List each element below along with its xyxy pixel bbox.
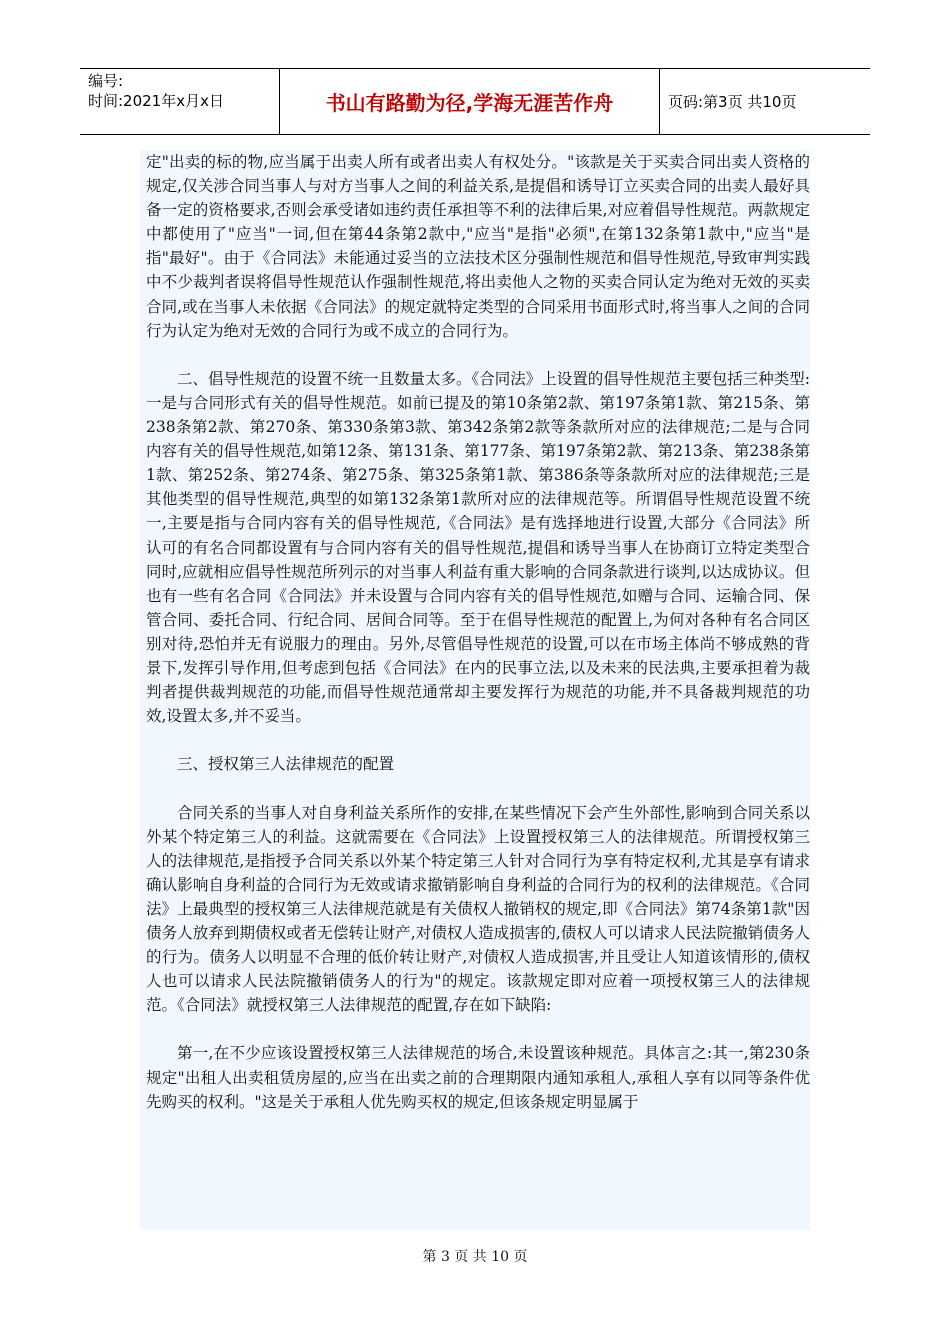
paragraph-gap [146, 1017, 810, 1041]
header-page-info: 页码:第3页 共10页 [668, 93, 797, 111]
paragraph-gap [146, 776, 810, 800]
paragraph-first-defect: 第一,在不少应该设置授权第三人法律规范的场合,未设置该种规范。具体言之:其一,第230条规定"出租人出卖租赁房屋的,应当在出卖之前的合理期限内通知承租人,承租人享有以同等条件优先购买的权利。"这是关于承租人优先购买权的规定,但该条规定明显属于 [146, 1044, 810, 1111]
header-meta-cell [80, 69, 280, 134]
document-number-label: 编号: [88, 72, 124, 90]
document-body [140, 150, 810, 1230]
document-time-label: 时间:2021年x月x日 [88, 92, 224, 110]
paragraph-continued: 定"出卖的标的物,应当属于出卖人所有或者出卖人有权处分。"该款是关于买卖合同出卖人资格的规定,仅关涉合同当事人与对方当事人之间的利益关系,是提倡和诱导订立买卖合同的出卖人最好具备一定的资格要求,否则会承受诸如违约责任承担等不利的法律后果,对应着倡导性规范。两款规定中都使用了"应当"一词,但在第44条第2款中,"应当"是指"必须",在第132条第1款中,"应当"是指"最好"。由于《合同法》未能通过妥当的立法技术区分强制性规范和倡导性规范,导致审判实践中不少裁判者误将倡导性规范认作强制性规范,将出卖他人之物的买卖合同认定为绝对无效的买卖合同,或在当事人未依据《合同法》的规定就特定类型的合同采用书面形式时,将当事人之间的合同行为认定为绝对无效的合同行为或不成立的合同行为。 [146, 153, 810, 340]
paragraph-gap [146, 343, 810, 367]
page-footer: 第 3 页 共 10 页 [422, 1249, 528, 1265]
page-header [80, 68, 870, 135]
header-motto: 书山有路勤为径,学海无涯苦作舟 [280, 69, 660, 134]
section-heading-three: 三、授权第三人法律规范的配置 [177, 755, 395, 774]
paragraph-gap [146, 728, 810, 752]
paragraph-third-party-norms: 合同关系的当事人对自身利益关系所作的安排,在某些情况下会产生外部性,影响到合同关系以外某个特定第三人的利益。这就需要在《合同法》上设置授权第三人的法律规范。所谓授权第三人的法律规范,是指授予合同关系以外某个特定第三人针对合同行为享有特定权利,尤其是享有请求确认影响自身利益的合同行为无效或请求撤销影响自身利益的合同行为的权利的法律规范。《合同法》上最典型的授权第三人法律规范就是有关债权人撤销权的规定,即《合同法》第74条第1款"因债务人放弃到期债权或者无偿转让财产,对债权人造成损害的,债权人可以请求人民法院撤销债务人的行为。债务人以明显不合理的低价转让财产,对债权人造成损害,并且受让人知道该情形的,债权人也可以请求人民法院撤销债务人的行为"的规定。该款规定即对应着一项授权第三人的法律规范。《合同法》就授权第三人法律规范的配置,存在如下缺陷: [146, 803, 810, 1015]
paragraph-section-two: 二、倡导性规范的设置不统一且数量太多。《合同法》上设置的倡导性规范主要包括三种类型:一是与合同形式有关的倡导性规范。如前已提及的第10条第2款、第197条第1款、第215条、第238条第2款、第270条、第330条第3款、第342条第2款等条款所对应的法律规范;二是与合同内容有关的倡导性规范,如第12条、第131条、第177条、第197条第2款、第213条、第238条第1款、第252条、第274条、第275条、第325条第1款、第386条等条款所对应的法律规范;三是其他类型的倡导性规范,典型的如第132条第1款所对应的法律规范等。所谓倡导性规范设置不统一,主要是指与合同内容有关的倡导性规范,《合同法》是有选择地进行设置,大部分《合同法》所认可的有名合同都设置有与合同内容有关的倡导性规范,提倡和诱导当事人在协商订立特定类型合同时,应就相应倡导性规范所列示的对当事人利益有重大影响的合同条款进行谈判,以达成协议。但也有一些有名合同《合同法》并未设置与合同内容有关的倡导性规范,如赠与合同、运输合同、保管合同、委托合同、行纪合同、居间合同等。至于在倡导性规范的配置上,为何对各种有名合同区别对待,恐怕并无有说服力的理由。另外,尽管倡导性规范的设置,可以在市场主体尚不够成熟的背景下,发挥引导作用,但考虑到包括《合同法》在内的民事立法,以及未来的民法典,主要承担着为裁判者提供裁判规范的功能,而倡导性规范通常却主要发挥行为规范的功能,并不具备裁判规范的功效,设置太多,并不妥当。 [146, 369, 810, 726]
